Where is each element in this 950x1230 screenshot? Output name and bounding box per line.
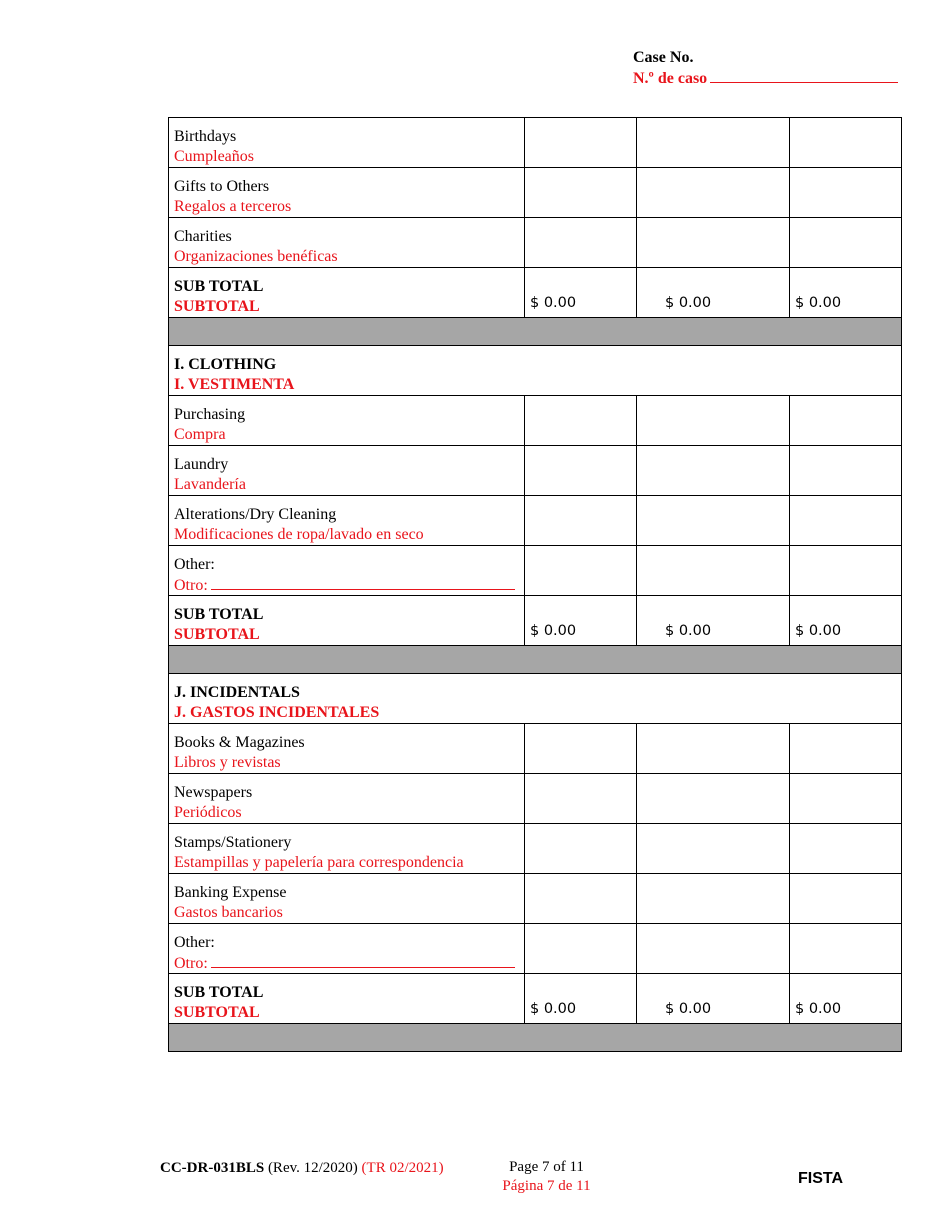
table-row — [169, 874, 902, 924]
amount-cell[interactable] — [525, 874, 637, 924]
section-header — [169, 674, 902, 724]
table-row — [169, 496, 902, 546]
translation-revision: (TR 02/2021) — [361, 1160, 444, 1176]
amount-cell[interactable] — [637, 824, 790, 874]
row-label: Purchasing Compra — [169, 396, 525, 446]
amount-cell[interactable] — [790, 824, 902, 874]
expense-table — [168, 117, 902, 1052]
subtotal-value: $ 0.00 — [637, 974, 790, 1024]
subtotal-value: $ 0.00 — [790, 268, 902, 318]
subtotal-row — [169, 596, 902, 646]
amount-cell[interactable] — [790, 496, 902, 546]
table-row — [169, 824, 902, 874]
row-label: Banking Expense Gastos bancarios — [169, 874, 525, 924]
page-number: Page 7 of 11 Página 7 de 11 — [502, 1159, 591, 1194]
row-label: Laundry Lavandería — [169, 446, 525, 496]
row-label: Other: Otro: — [169, 924, 525, 974]
subtotal-row — [169, 974, 902, 1024]
separator-row — [169, 646, 902, 674]
form-identifier — [160, 1160, 444, 1177]
table-row — [169, 546, 902, 596]
table-row — [169, 168, 902, 218]
amount-cell[interactable] — [790, 218, 902, 268]
amount-cell[interactable] — [525, 546, 637, 596]
amount-cell[interactable] — [790, 546, 902, 596]
form-id: CC-DR-031BLS — [160, 1160, 265, 1176]
revision: (Rev. 12/2020) — [267, 1160, 358, 1176]
subtotal-value: $ 0.00 — [790, 974, 902, 1024]
case-number-block — [633, 48, 898, 89]
table-row — [169, 724, 902, 774]
subtotal-value: $ 0.00 — [525, 268, 637, 318]
section-title-clothing: I. CLOTHING I. VESTIMENTA — [169, 346, 902, 396]
amount-cell[interactable] — [525, 396, 637, 446]
section-header — [169, 346, 902, 396]
amount-cell[interactable] — [637, 774, 790, 824]
row-label: Newspapers Periódicos — [169, 774, 525, 824]
table-row — [169, 774, 902, 824]
amount-cell[interactable] — [790, 396, 902, 446]
row-label: Birthdays Cumpleaños — [169, 118, 525, 168]
amount-cell[interactable] — [637, 396, 790, 446]
subtotal-label: SUB TOTAL SUBTOTAL — [169, 268, 525, 318]
table-row — [169, 218, 902, 268]
row-label: Books & Magazines Libros y revistas — [169, 724, 525, 774]
row-label: Gifts to Others Regalos a terceros — [169, 168, 525, 218]
amount-cell[interactable] — [790, 874, 902, 924]
other-text-field[interactable] — [211, 953, 515, 968]
amount-cell[interactable] — [637, 168, 790, 218]
separator-row — [169, 1024, 902, 1052]
subtotal-value: $ 0.00 — [637, 268, 790, 318]
row-label: Charities Organizaciones benéficas — [169, 218, 525, 268]
amount-cell[interactable] — [525, 218, 637, 268]
row-label: Alterations/Dry Cleaning Modificaciones de ropa/lavado en seco — [169, 496, 525, 546]
amount-cell[interactable] — [637, 446, 790, 496]
subtotal-label: SUB TOTAL SUBTOTAL — [169, 596, 525, 646]
amount-cell[interactable] — [637, 118, 790, 168]
amount-cell[interactable] — [525, 118, 637, 168]
amount-cell[interactable] — [790, 774, 902, 824]
row-label: Other: Otro: — [169, 546, 525, 596]
amount-cell[interactable] — [525, 168, 637, 218]
amount-cell[interactable] — [790, 724, 902, 774]
case-no-label: Case No. — [633, 49, 694, 66]
amount-cell[interactable] — [790, 446, 902, 496]
separator-row — [169, 318, 902, 346]
subtotal-label: SUB TOTAL SUBTOTAL — [169, 974, 525, 1024]
amount-cell[interactable] — [525, 824, 637, 874]
table-row — [169, 396, 902, 446]
row-label: Stamps/Stationery Estampillas y papelería para correspondencia — [169, 824, 525, 874]
amount-cell[interactable] — [525, 446, 637, 496]
table-row — [169, 924, 902, 974]
amount-cell[interactable] — [525, 774, 637, 824]
amount-cell[interactable] — [790, 168, 902, 218]
section-title-incidentals: J. INCIDENTALS J. GASTOS INCIDENTALES — [169, 674, 902, 724]
org-code: FISTA — [798, 1170, 844, 1187]
case-number-field[interactable] — [710, 68, 898, 83]
amount-cell[interactable] — [525, 724, 637, 774]
amount-cell[interactable] — [637, 724, 790, 774]
amount-cell[interactable] — [525, 924, 637, 974]
amount-cell[interactable] — [525, 496, 637, 546]
subtotal-value: $ 0.00 — [637, 596, 790, 646]
subtotal-value: $ 0.00 — [525, 974, 637, 1024]
subtotal-value: $ 0.00 — [790, 596, 902, 646]
subtotal-row — [169, 268, 902, 318]
amount-cell[interactable] — [637, 496, 790, 546]
amount-cell[interactable] — [790, 924, 902, 974]
case-no-label-es: N.º de caso — [633, 70, 708, 87]
amount-cell[interactable] — [637, 546, 790, 596]
subtotal-value: $ 0.00 — [525, 596, 637, 646]
amount-cell[interactable] — [637, 218, 790, 268]
table-row — [169, 118, 902, 168]
amount-cell[interactable] — [637, 924, 790, 974]
table-row — [169, 446, 902, 496]
amount-cell[interactable] — [637, 874, 790, 924]
amount-cell[interactable] — [790, 118, 902, 168]
other-text-field[interactable] — [211, 575, 515, 590]
